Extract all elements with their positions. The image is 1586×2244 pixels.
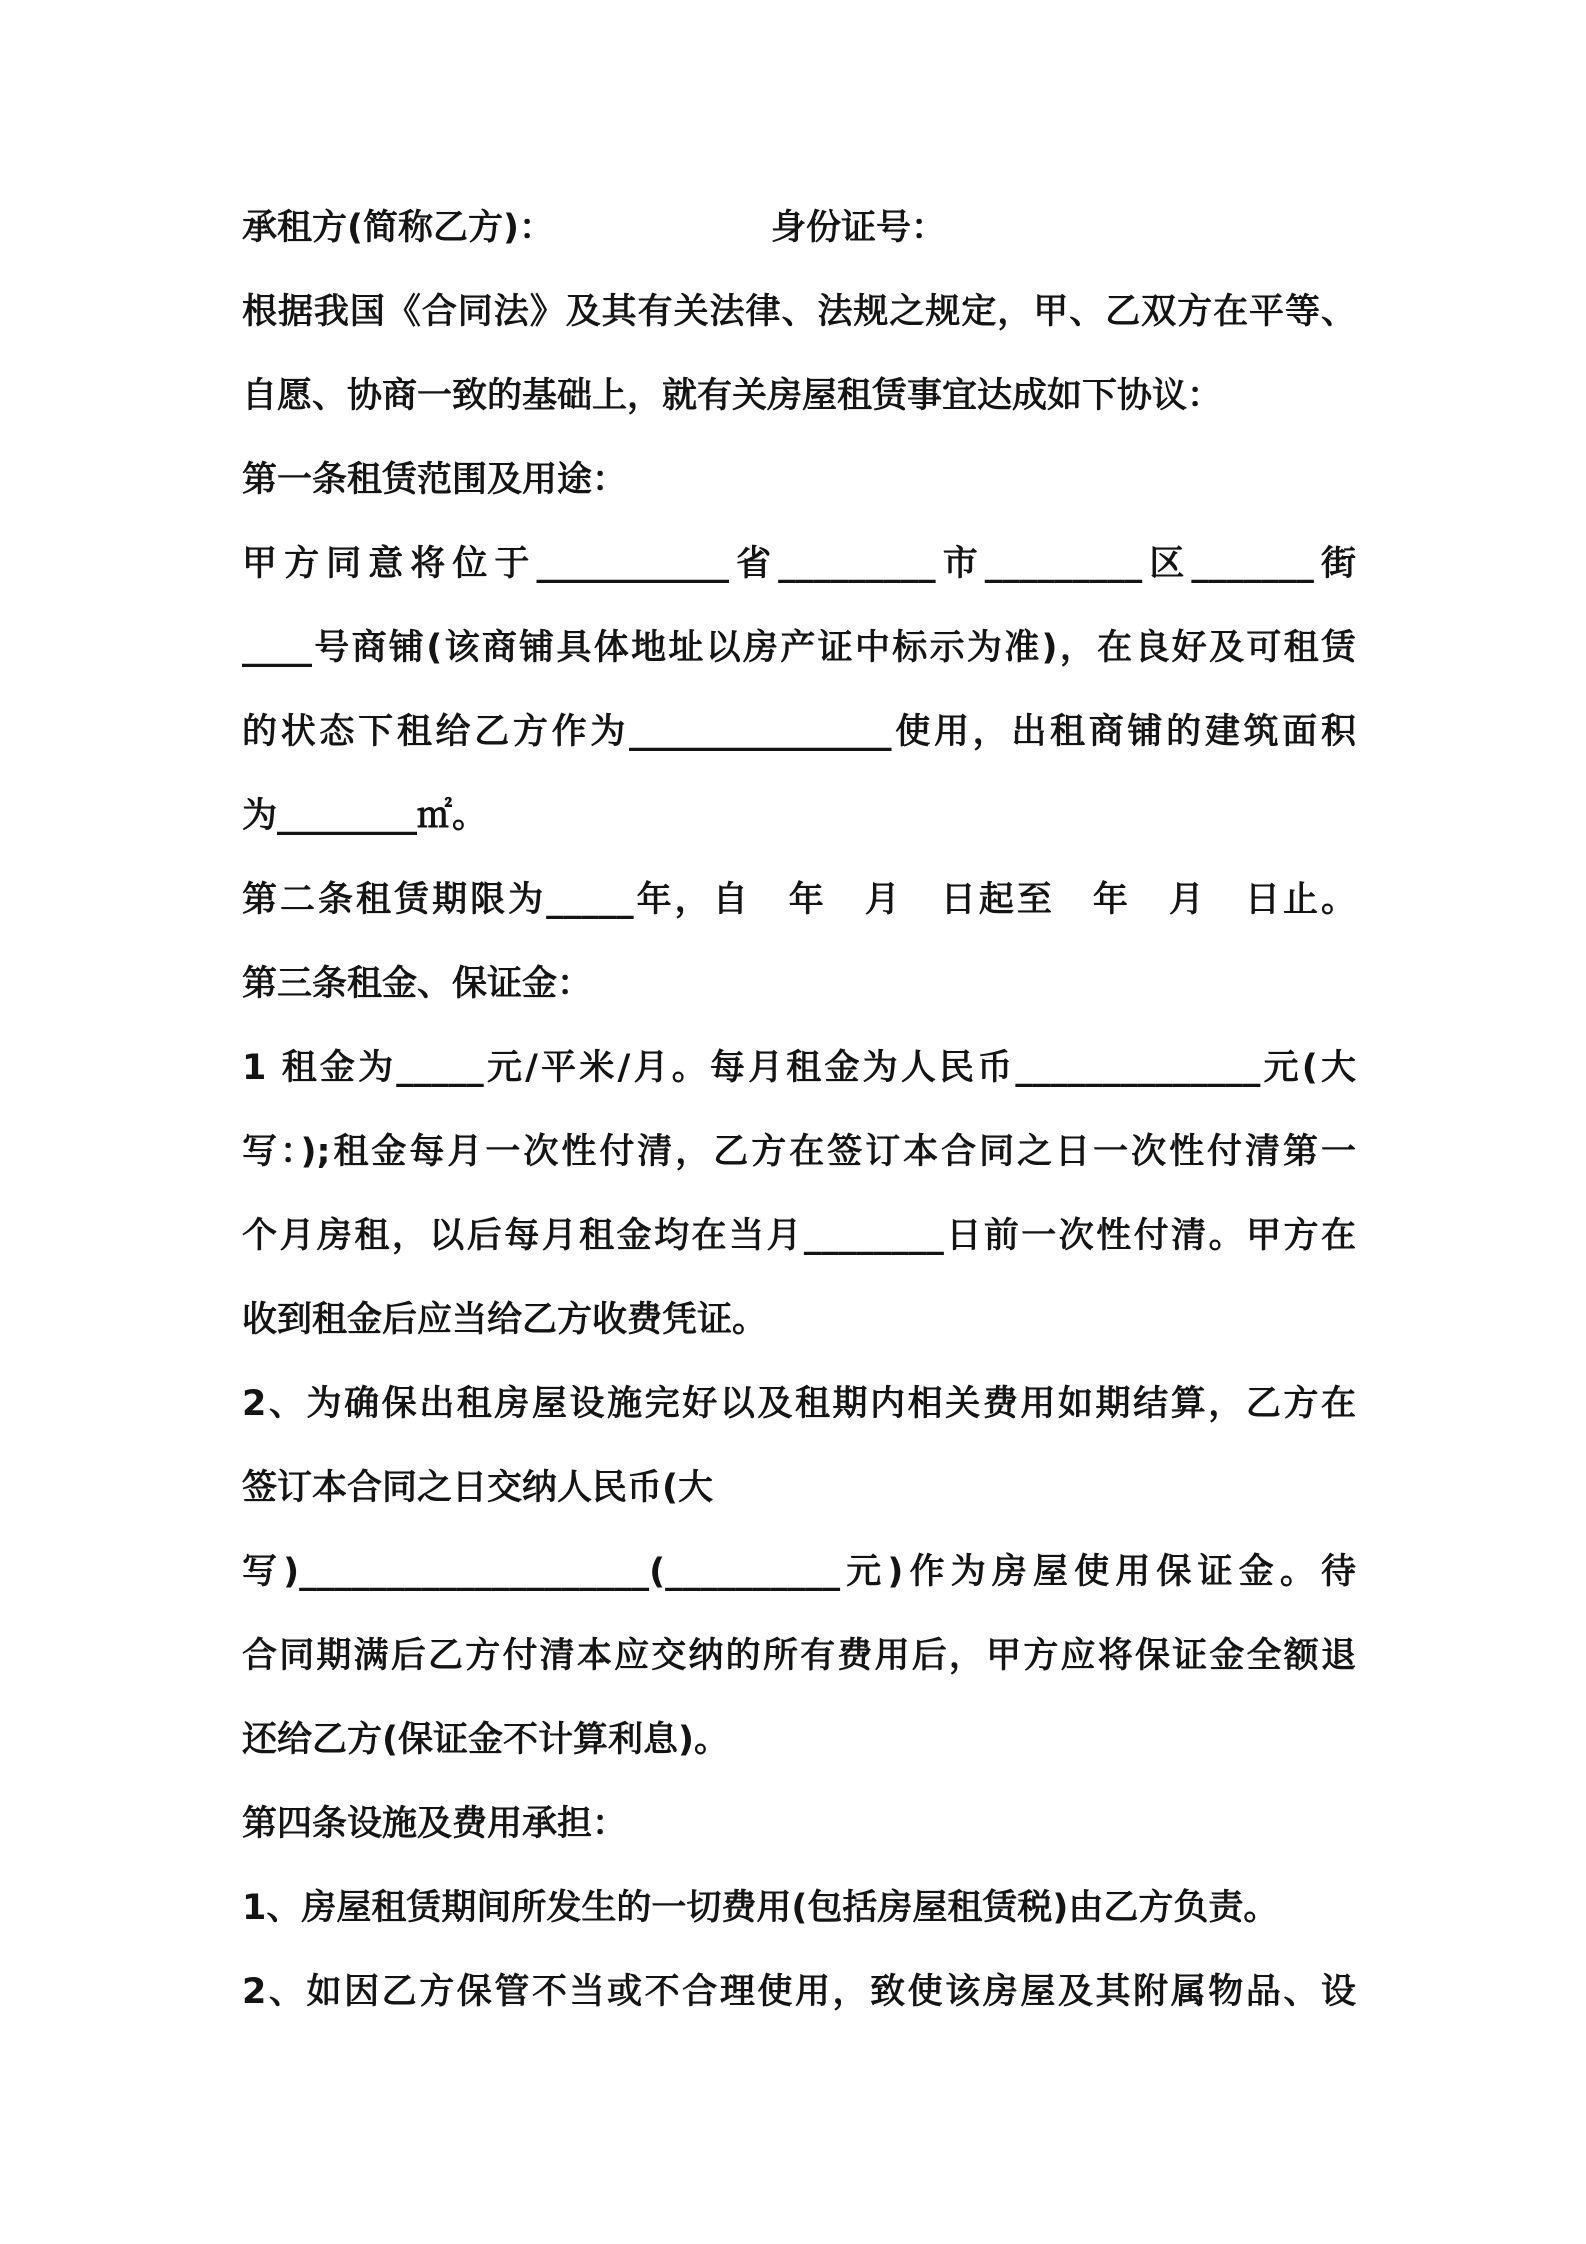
article-3-clause-1-line: 个月房租，以后每月租金均在当月________日前一次性付清。甲方在: [242, 1216, 1356, 1256]
article-3-clause-2-line: 还给乙方(保证金不计算利息)。: [242, 1720, 729, 1760]
article-1-line: 甲方同意将位于___________省_________市_________区_______街: [242, 544, 1356, 584]
article-1-line: 为________㎡。: [242, 796, 488, 836]
article-1-line: 的状态下租给乙方作为_______________使用，出租商铺的建筑面积: [242, 712, 1356, 752]
lessee-label: 承租方(简称乙方)：: [242, 208, 554, 248]
lessee-line: [242, 186, 1356, 270]
article-1-heading: 第一条租赁范围及用途：: [242, 460, 628, 500]
article-3-clause-2-line: 写)____________________(__________元)作为房屋使用保证金。待: [242, 1552, 1356, 1592]
article-3-clause-1-line: 写：);租金每月一次性付清，乙方在签订本合同之日一次性付清第一: [242, 1132, 1356, 1172]
contract-body: [242, 186, 1356, 2034]
article-3-clause-2-line: 签订本合同之日交纳人民币(大: [242, 1468, 713, 1508]
article-4-heading: 第四条设施及费用承担：: [242, 1804, 628, 1844]
article-3-heading: 第三条租金、保证金：: [242, 964, 593, 1004]
id-number-label: 身份证号：: [771, 208, 947, 248]
article-3-clause-1-line: 1 租金为_____元/平米/月。每月租金为人民币______________元(大: [242, 1048, 1356, 1088]
article-4-clause-1-line: 1、房屋租赁期间所发生的一切费用(包括房屋租赁税)由乙方负责。: [242, 1888, 1279, 1928]
article-3-clause-2-line: 2、为确保出租房屋设施完好以及租期内相关费用如期结算，乙方在: [242, 1384, 1356, 1424]
article-3-clause-2-line: 合同期满后乙方付清本应交纳的所有费用后，甲方应将保证金全额退: [242, 1636, 1356, 1676]
preamble-line: 自愿、协商一致的基础上，就有关房屋租赁事宜达成如下协议：: [242, 376, 1223, 416]
preamble-line: 根据我国《合同法》及其有关法律、法规之规定，甲、乙双方在平等、: [242, 292, 1356, 332]
article-4-clause-2-line: 2、如因乙方保管不当或不合理使用，致使该房屋及其附属物品、设: [242, 1972, 1356, 2012]
article-2-line: 第二条租赁期限为_____年，自 年 月 日起至 年 月 日止。: [242, 880, 1356, 920]
article-3-clause-1-line: 收到租金后应当给乙方收费凭证。: [242, 1300, 768, 1340]
article-1-line: ____号商铺(该商铺具体地址以房产证中标示为准)，在良好及可租赁: [242, 628, 1356, 668]
